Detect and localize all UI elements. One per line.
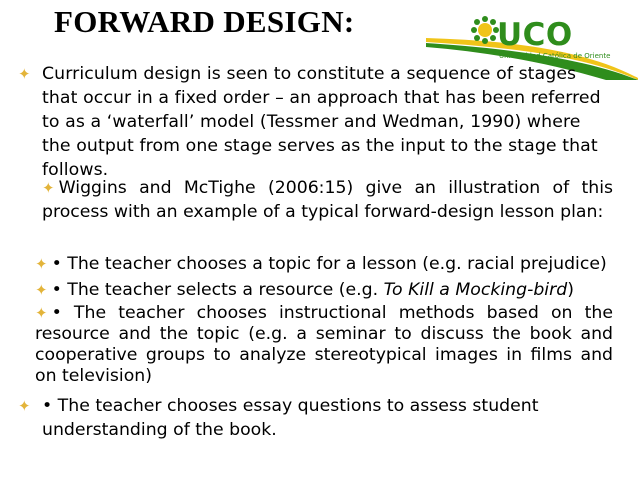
logo-subtitle: Universidad Católica de Oriente <box>499 52 611 60</box>
list-item-text: • The teacher chooses instructional methods based on the resource and the topic (e.g. a seminar to discuss the book and cooperative groups to analyze stereotypical images in films and on television) <box>35 303 613 386</box>
sunflower-icon <box>471 16 499 44</box>
logo-text: UCO <box>497 17 573 53</box>
star-bullet-icon: ✦ <box>35 281 48 299</box>
paragraph-text: Curriculum design is seen to constitute a sequence of stages that occur in a fixed order – an approach that has been referred to as a ‘waterfall’ model (Tessmer and Wedman, 1990) where the output from one stage serves as the input to the stage that follows. <box>42 64 601 180</box>
star-bullet-icon: ✦ <box>35 304 48 322</box>
star-bullet-icon: ✦ <box>18 397 31 415</box>
paragraph-wiggins <box>42 176 613 224</box>
list-item-text: ) <box>567 280 574 300</box>
paragraph-curriculum <box>18 62 614 182</box>
list-item-text: • The teacher chooses essay questions to assess student understanding of the book. <box>42 396 539 440</box>
slide-title: FORWARD DESIGN: <box>54 4 355 39</box>
paragraph-text: Wiggins and McTighe (2006:15) give an illustration of this process with an example of a typical forward-design lesson plan: <box>42 178 613 222</box>
list-item-text: • The teacher chooses a topic for a lesson (e.g. racial prejudice) <box>51 254 607 274</box>
list-item <box>35 278 574 302</box>
list-item-text: • The teacher selects a resource (e.g. <box>51 280 384 300</box>
list-item <box>35 252 607 276</box>
star-bullet-icon: ✦ <box>18 65 31 83</box>
list-item <box>35 303 613 387</box>
star-bullet-icon: ✦ <box>35 255 48 273</box>
star-bullet-icon: ✦ <box>42 179 55 197</box>
book-title: To Kill a Mocking-bird <box>383 280 568 300</box>
list-item <box>18 394 582 442</box>
